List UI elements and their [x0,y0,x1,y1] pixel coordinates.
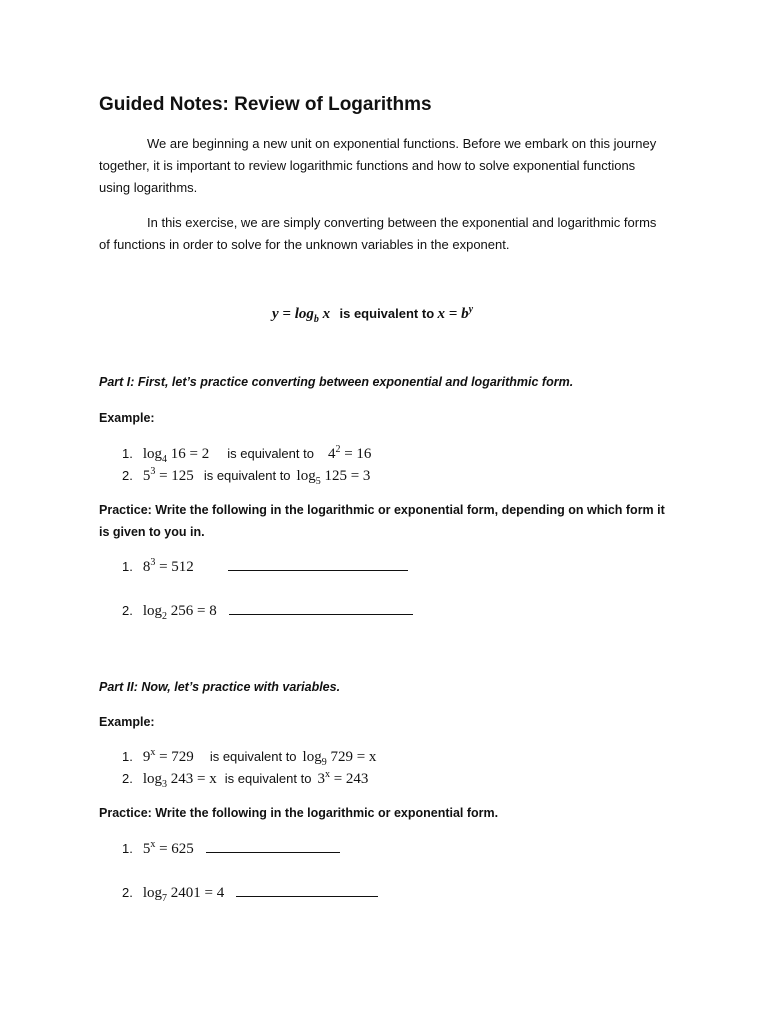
part1-heading: Part I: First, let’s practice converting between exponential and logarithmic form. [99,375,574,389]
formula-equiv-text: is equivalent to [339,306,435,321]
answer-blank[interactable] [228,556,408,571]
page-title: Guided Notes: Review of Logarithms [99,94,432,115]
part1-practice-1: 1. $8^3 = 512$ [122,556,408,576]
part1-example-1: 1. $\log_4 16 = 2$ is equivalent to $4^2 = 16$ [122,444,372,465]
formula-exp-form: $x = b^y$ [437,304,474,322]
part2-practice-label: Practice: Write the following in the logarithmic or exponential form. [99,806,499,820]
part2-practice-2: 2. $\log_7 2401 = 4$ [122,882,378,904]
part2-heading: Part II: Now, let’s practice with variables. [99,680,341,694]
part1-practice-label: Practice: Write the following in the logarithmic or exponential form, depending on which form it is given to you in. [99,503,665,539]
key-formula [272,304,473,325]
answer-blank[interactable] [206,838,340,853]
part2-example-label: Example: [99,715,155,729]
answer-blank[interactable] [229,600,413,615]
part1-example-label: Example: [99,411,155,425]
part2-example-2: 2. $\log_3 243 = x$ is equivalent to $3^x = 243$ [122,769,369,790]
answer-blank[interactable] [236,882,378,897]
part1-example-2: 2. $5^3 = 125$ is equivalent to $\log_5 125 = 3$ [122,466,371,487]
part2-practice-1: 1. $5^x = 625$ [122,838,340,858]
intro-paragraph-2: In this exercise, we are simply converting between the exponential and logarithmic forms of functions in order to solve for the unknown variables in the exponent. [99,215,657,252]
part1-practice-2: 2. $\log_2 256 = 8$ [122,600,413,622]
part2-example-1: 1. $9^x = 729$ is equivalent to $\log_9 729 = x$ [122,747,377,768]
intro-paragraph-1: We are beginning a new unit on exponential functions. Before we embark on this journey together, it is important to review logarithmic functions and how to solve exponential functions using logarithms. [99,136,657,195]
formula-log-form: $y = \log_b x$ [272,306,331,325]
